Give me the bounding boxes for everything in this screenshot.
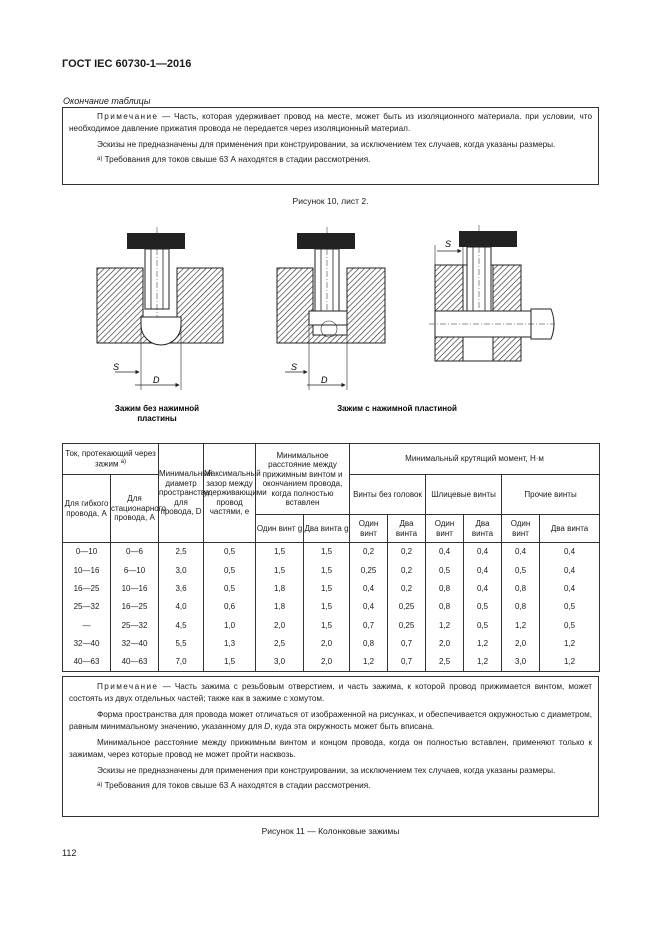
table-cell: 3,0 [502,653,540,672]
table-cell: 25—32 [111,616,159,634]
clamp-drawings [85,225,565,435]
wire-space-remark: Форма пространства для провода может отличаться от изображенной на рисунках, и обеспечивается окружностью с диаметром, равным минимальному значению, указанному для D, куда эта окружность может быть вписана. [69,710,592,731]
table-cell: 0,5 [540,616,600,634]
table-cell: 0,5 [204,561,256,579]
note-label: Примечание [97,112,159,121]
table-cell: 1,8 [256,598,304,616]
clamp-without-plate-drawing [97,227,223,423]
table-cell: 32—40 [111,634,159,652]
table-cell: 1,2 [350,653,388,672]
table-cell: 3,0 [159,561,204,579]
table-cell: 1,2 [540,634,600,652]
table-cell: 0,5 [464,598,502,616]
table-cell: 0,2 [388,580,426,598]
table-cell: 0,7 [388,653,426,672]
table-cell: 0,5 [204,580,256,598]
table-cell: 0,5 [204,543,256,562]
table-cell: 2,0 [304,634,350,652]
table-cell: 1,2 [464,653,502,672]
distance-remark: Минимальное расстояние между прижимным винтом и концом провода, когда он полностью вставлен, применяют только к зажимам, через которые провод не может пройти насквозь. [69,738,592,759]
footnote [69,779,592,792]
table-cell: 1,5 [304,561,350,579]
header-diameter: Минимальный диаметр пространства для провода, D [159,444,204,543]
table-cell: 1,2 [502,616,540,634]
bottom-note-paragraph [69,681,592,705]
header-slotted-screws: Шлицевые винты [426,475,502,515]
table-cell: 0,5 [464,616,502,634]
table-cell: 0,2 [388,561,426,579]
bottom-note-box [62,676,599,817]
table-cell: 0,4 [464,543,502,562]
clamp-requirements-table [62,443,600,672]
table-cell: 0,7 [388,634,426,652]
footnote-text: Требования для токов свыше 63 А находятся в стадии рассмотрения. [102,155,371,164]
sketch-remark: Эскизы не предназначены для применения при конструировании, за исключением тех случаев, когда указаны размеры. [97,766,556,775]
table-cell: 0,2 [350,543,388,562]
header-two-screws: Два винта [388,515,426,543]
header-two-screws: Два винта [540,515,600,543]
variable-d: D [264,722,271,731]
table-cell: 1,2 [540,653,600,672]
table-cell: 1,5 [304,616,350,634]
table-cell: 0,5 [426,561,464,579]
header-torque: Минимальный крутящий момент, Н·м [350,444,600,475]
header-gap: Максимальный зазор между удерживающими провод частями, е [204,444,256,543]
table-row [63,653,600,672]
note-text: — Часть зажима с резьбовым отверстием, и часть зажима, к которой провод прижимается винтом, может состоять из двух отдельных частей; также как в зажиме с хомутом. [69,682,592,703]
table-cell: 40—63 [111,653,159,672]
document-header: ГОСТ IEC 60730-1—2016 [62,58,192,70]
clamp-with-plate-drawing [277,227,385,390]
table-cell: 3,0 [256,653,304,672]
table-cell: 1,5 [304,580,350,598]
table-cell: 1,2 [464,634,502,652]
table-cell: 40—63 [63,653,111,672]
table-cell: 0,8 [426,580,464,598]
table-cell: 2,0 [426,634,464,652]
header-two-screws: Два винта [464,515,502,543]
table-cell: 0,8 [502,598,540,616]
top-note-paragraph [69,111,592,135]
table-cell: 0,4 [464,580,502,598]
header-fixed-wire: Для стационарного провода, А [111,475,159,543]
table-cell: 0,25 [388,616,426,634]
sketch-remark: Эскизы не предназначены для применения при конструировании, за исключением тех случаев, когда указаны размеры. [97,140,556,149]
table-cell: 0,25 [388,598,426,616]
dimension-d-label: D [321,375,328,385]
table-cell: 1,5 [256,543,304,562]
table-cell: 0,4 [540,580,600,598]
pillar-clamp-side-drawing [429,225,555,361]
footnote-text: Требования для токов свыше 63 А находятся в стадии рассмотрения. [102,781,371,790]
table-cell: 0,7 [350,616,388,634]
table-cell: 1,2 [426,616,464,634]
table-cell: 16—25 [111,598,159,616]
dimension-s-label: S [291,362,298,372]
table-cell: 1,8 [256,580,304,598]
header-one-screw: Один винт [350,515,388,543]
table-body [63,543,600,672]
note-text: — Часть, которая удерживает провод на месте, может быть из изоляционного материала. при условии, что необходимое давление прижатия провода не передается через изоляционный материал. [69,112,592,133]
dimension-d-label: D [153,375,160,385]
table-cell: 0,4 [540,561,600,579]
table-cell: 0,8 [350,634,388,652]
header-two-screws-g: Два винта g [304,515,350,543]
table-cell: 4,0 [159,598,204,616]
header-one-screw: Один винт [426,515,464,543]
table-cell: 10—16 [63,561,111,579]
table-cell: 0,2 [388,543,426,562]
table-cell: 0,4 [464,561,502,579]
header-flex-wire: Для гибкого провода, А [63,475,111,543]
dimension-s-label: S [445,239,452,249]
header-other-screws: Прочие винты [502,475,600,515]
header-headless-screws: Винты без головок [350,475,426,515]
table-cell: 25—32 [63,598,111,616]
table-cell: 0,4 [540,543,600,562]
table-row [63,580,600,598]
figure-11-caption: Рисунок 11 — Колонковые зажимы [261,826,400,836]
table-cell: 0—10 [63,543,111,562]
table-row [63,616,600,634]
table-cell: 0,4 [350,580,388,598]
table-cell: 2,5 [426,653,464,672]
table-cell: 1,5 [304,543,350,562]
table-cell: 1,5 [204,653,256,672]
table-cell: 2,5 [256,634,304,652]
table-cell: 2,0 [502,634,540,652]
table-cell: 4,5 [159,616,204,634]
table-cell: 1,5 [256,561,304,579]
table-cell: — [63,616,111,634]
figure-10-caption: Рисунок 10, лист 2. [292,196,369,206]
table-cell: 2,0 [256,616,304,634]
table-cell: 0,5 [540,598,600,616]
table-cell: 2,0 [304,653,350,672]
table-row [63,543,600,562]
table-cell: 5,5 [159,634,204,652]
table-cell: 3,6 [159,580,204,598]
table-cell: 6—10 [111,561,159,579]
table-cell: 0,4 [426,543,464,562]
table-cell: 0,8 [502,580,540,598]
table-row [63,598,600,616]
table-cell: 7,0 [159,653,204,672]
header-one-screw: Один винт [502,515,540,543]
header-one-screw-g: Один винт g [256,515,304,543]
table-cell: 0,25 [350,561,388,579]
table-cell: 0,4 [350,598,388,616]
table-cell: 1,5 [304,598,350,616]
table-cell: 0,5 [502,561,540,579]
page-number: 112 [62,848,77,858]
table-cell: 32—40 [63,634,111,652]
table-cell: 0,8 [426,598,464,616]
table-cell: 16—25 [63,580,111,598]
drawing-caption-left-line2: пластины [137,414,177,423]
table-continuation-label: Окончание таблицы [63,96,151,106]
table-cell: 0,4 [502,543,540,562]
header-distance: Минимальное расстояние между прижимным винтом и окончанием провода, когда полностью вставлен [256,444,350,515]
table-cell: 1,0 [204,616,256,634]
drawing-caption-right: Зажим с нажимной пластиной [337,404,457,413]
table-cell: 10—16 [111,580,159,598]
top-note-box [62,107,599,185]
dimension-s-label: S [113,362,120,372]
table-cell: 0,6 [204,598,256,616]
note-label: Примечание [97,682,159,691]
table-cell: 0—6 [111,543,159,562]
footnote [69,153,592,166]
header-current: Ток, протекающий через зажим $^{а)}$ [63,444,159,475]
drawing-caption-left-line1: Зажим без нажимной [114,404,200,413]
table-cell: 1,3 [204,634,256,652]
footnote-mark: а) [97,782,103,788]
table-cell: 2,5 [159,543,204,562]
footnote-mark: а) [97,156,103,162]
table-row [63,561,600,579]
table-row [63,634,600,652]
